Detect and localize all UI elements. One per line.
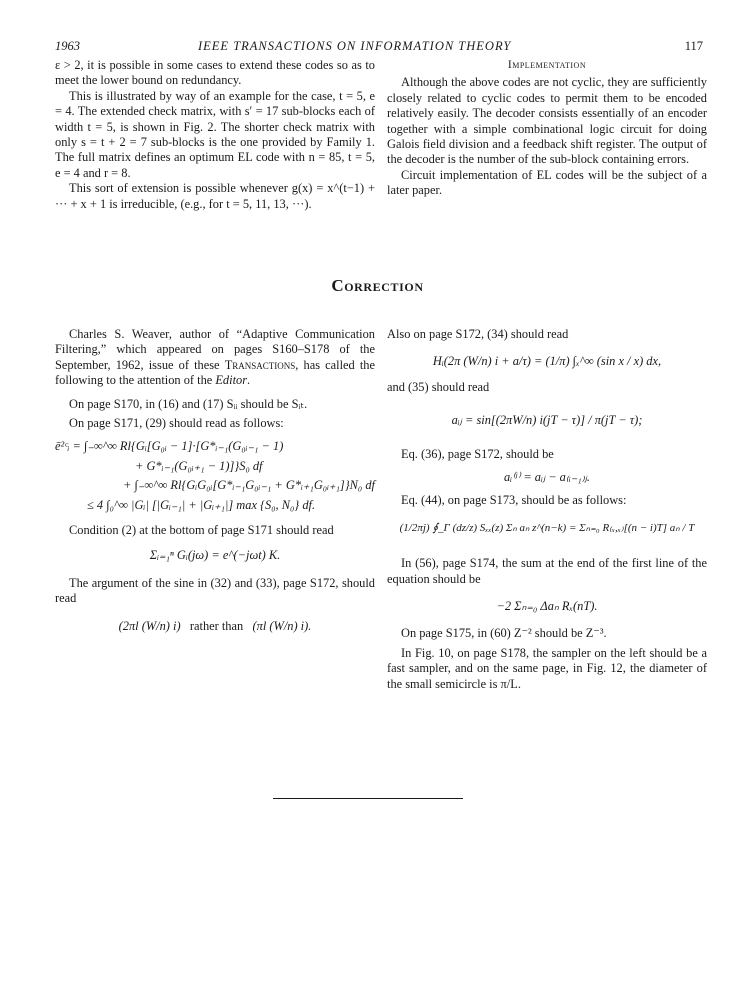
paragraph: This is illustrated by way of an example for the case, t = 5, e = 4. The extended check matrix, with s′ = 17 sub-blocks each of width t = 5, is shown in Fig. 2. The shorter check matrix with only s = t + 2 = 7 sub-blocks is the one provided by Family 1. The full matrix defines an optimum EL code with n = 85, t = 5, e = 4 and r = 8. — [55, 88, 375, 180]
equation-35: aᵢⱼ = sin[(2πW/n) i(jT − τ)] / π(jT − τ); — [451, 413, 643, 428]
equation-34: Hᵢ(2π (W/n) i + a/τ) = (1/π) ∫ₓ^∞ (sin x / x) dx, — [432, 354, 662, 369]
section-heading-implementation: Implementation — [507, 59, 587, 71]
correction-item: Condition (2) at the bottom of page S171 should read — [69, 523, 334, 538]
correction-title: Correction — [331, 276, 424, 295]
equation-44: (1/2πj) ∮_Γ (dz/z) Sₓₓ(z) Σₙ aₙ z^(n−k) = Σₙ₌₀ R₍ₓ,ₓ₎[(n − i)T] aₙ / T — [399, 521, 695, 534]
equation-36: aᵢ⁽ʲ⁾ = aᵢⱼ − a₍ᵢ₋₁₎ⱼ. — [503, 470, 591, 485]
header-page-number: 117 — [684, 39, 703, 53]
equation-56: −2 Σₙ₌₀ Δaₙ Rₓ(nT). — [496, 599, 598, 614]
editor-italic: Editor — [215, 373, 248, 388]
running-header — [55, 39, 703, 55]
paragraph: Although the above codes are not cyclic, they are sufficiently closely related to cyclic codes to permit them to be encoded relatively easily. The decoder consists essentially of an encoder together with a simple combinational logic circuit for doing Galois field division and a feedback shift register. The output of the decoder is the number of the sub-block containing errors. — [387, 75, 707, 167]
end-rule-divider — [273, 798, 463, 799]
equation-29-line-1: ē²ᶜᵢ = ∫₋∞^∞ Rl{Gᵢ[G₀ᵢ − 1]·[G*ᵢ₋₁(G₀ᵢ₋₁ − 1) — [55, 439, 284, 454]
correction-item: Also on page S172, (34) should read — [387, 327, 569, 341]
correction-item: and (35) should read — [387, 379, 490, 394]
correction-item: The argument of the sine in (32) and (33), page S172, should read — [55, 575, 375, 606]
header-year: 1963 — [55, 39, 80, 53]
bottom-left-column — [55, 327, 375, 638]
correct-argument: (2πl (W/n) i) — [118, 618, 181, 633]
intro-paragraph: Charles S. Weaver, author of “Adaptive Communication Filtering,” which appeared on pages S160–S178 of the September, 1962, issue of these Transactions, has called the following to the attention of the Editor. — [55, 327, 375, 388]
paragraph: Circuit implementation of EL codes will be the subject of a later paper. — [387, 167, 707, 198]
bottom-right-column — [387, 327, 707, 692]
correction-item: On page S175, in (60) Z⁻² should be Z⁻³. — [401, 626, 607, 641]
correction-item: In Fig. 10, on page S178, the sampler on the left should be a fast sampler, and on the same page, in Fig. 12, the diameter of the small semicircle is π/L. — [387, 645, 707, 691]
equation-29-line-2: + G*ᵢ₋₁(G₀ᵢ₊₁ − 1)]}S₀ df — [135, 458, 263, 473]
correction-item: Eq. (36), page S172, should be — [401, 446, 554, 461]
equation-condition-2: Σᵢ₌₁ⁿ Gᵢ(jω) = e^(−jωt) K. — [149, 548, 281, 563]
correction-item: Eq. (44), on page S173, should be as follows: — [401, 493, 627, 508]
correction-item: In (56), page S174, the sum at the end of the first line of the equation should be — [387, 556, 707, 586]
correction-item: On page S170, in (16) and (17) Sᵢᵢ should be Sᵢₜ. — [69, 396, 308, 411]
header-journal-title: IEEE TRANSACTIONS ON INFORMATION THEORY — [198, 39, 512, 53]
paragraph: ε > 2, it is possible in some cases to extend these codes so as to meet the lower bound on redundancy. — [55, 58, 375, 88]
paragraph: This sort of extension is possible whenever g(x) = x^(t−1) + ··· + x + 1 is irreducible, (e.g., for t = 5, 11, 13, ···). — [55, 181, 375, 211]
equation-sine-argument — [55, 619, 375, 634]
wrong-argument: (πl (W/n) i). — [252, 618, 312, 633]
correction-item: On page S171, (29) should read as follows: — [69, 416, 284, 431]
top-left-column — [55, 58, 375, 212]
rather-than-label: rather than — [189, 618, 244, 633]
equation-29-line-3: + ∫₋∞^∞ Rl{GᵢG₀ᵢ[G*ᵢ₋₁G₀ᵢ₋₁ + G*ᵢ₊₁G₀ᵢ₊₁]}N₀ df — [123, 478, 375, 493]
transactions-smallcaps: Transactions — [224, 357, 296, 372]
top-right-column — [387, 58, 707, 199]
equation-29-line-4: ≤ 4 ∫₀^∞ |Gᵢ| [|Gᵢ₋₁| + |Gᵢ₊₁|] max {S₀, N₀} df. — [87, 497, 316, 512]
